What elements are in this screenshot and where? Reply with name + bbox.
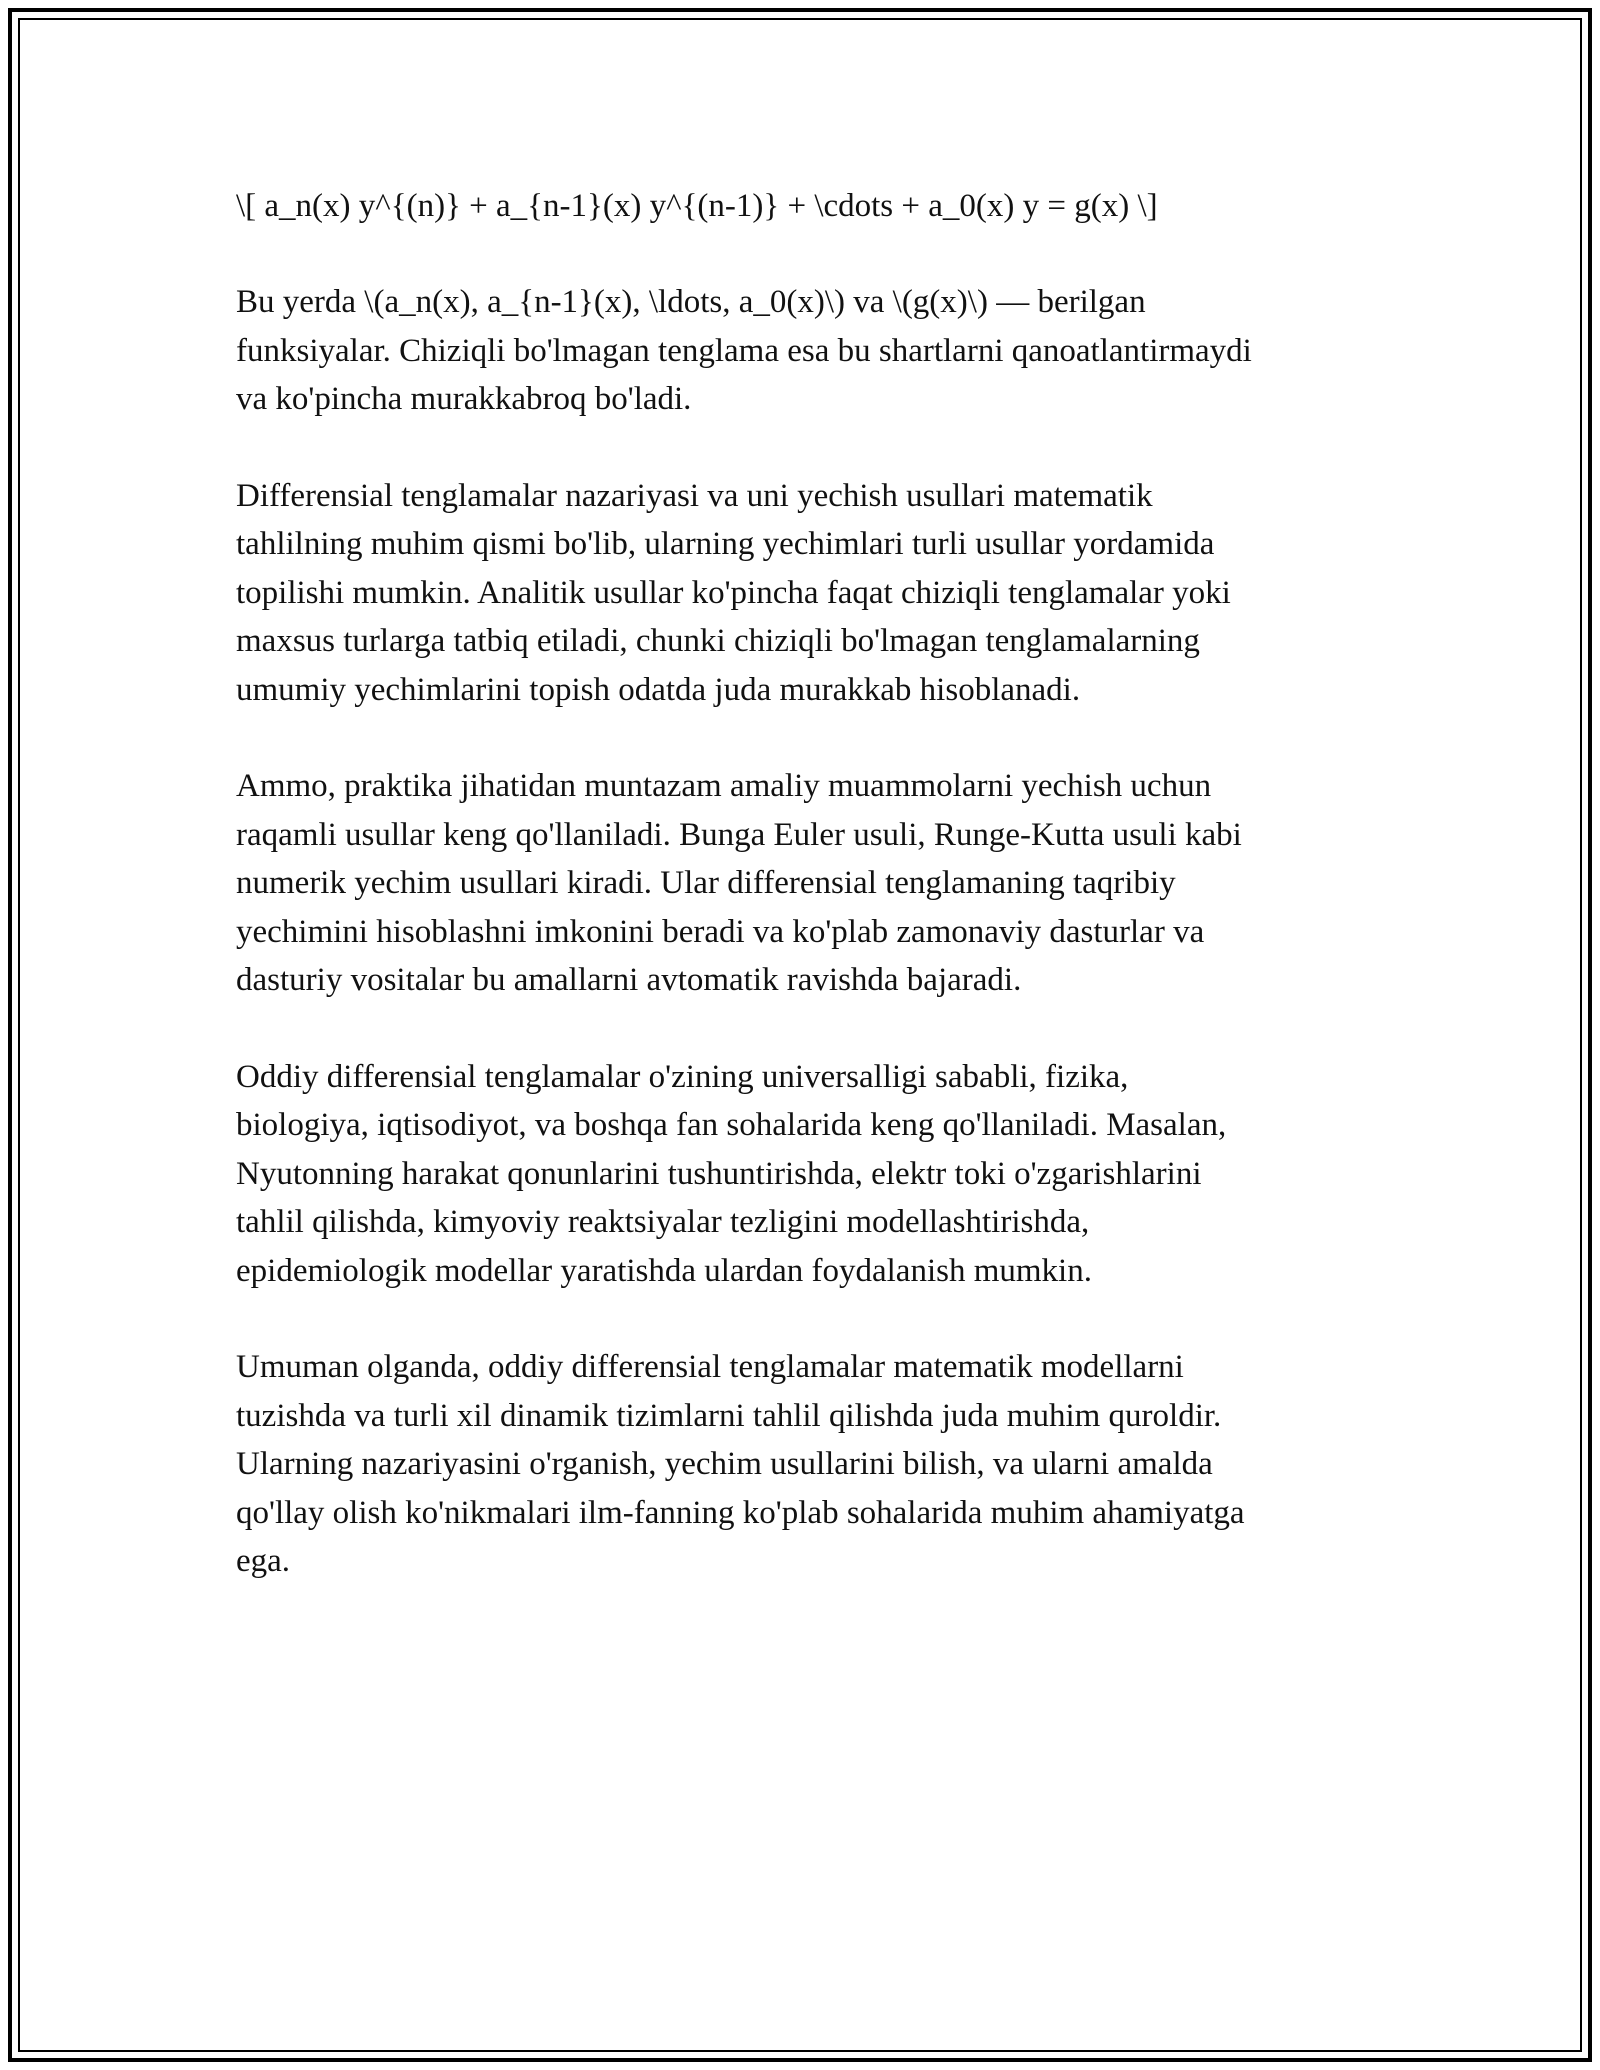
- document-body: [236, 182, 1376, 1634]
- paragraph-line: Ammo, praktika jihatidan muntazam amaliy muammolarni yechish uchun: [236, 768, 1212, 804]
- paragraph-line: dasturiy vositalar bu amallarni avtomatik ravishda bajaradi.: [236, 962, 1022, 998]
- paragraph-line: Oddiy differensial tenglamalar o'zining universalligi sababli, fizika,: [236, 1058, 1129, 1095]
- paragraph-line: Nyutonning harakat qonunlarini tushuntirishda, elektr toki o'zgarishlarini: [236, 1155, 1202, 1192]
- paragraph-line: ega.: [236, 1543, 291, 1579]
- paragraph-line: tuzishda va turli xil dinamik tizimlarni tahlil qilishda juda muhim quroldir.: [236, 1397, 1222, 1434]
- paragraph-line: funksiyalar. Chiziqli bo'lmagan tenglama esa bu shartlarni qanoatlantirmaydi: [236, 332, 1252, 369]
- paragraph-line: numerik yechim usullari kiradi. Ular differensial tenglamaning taqribiy: [236, 865, 1176, 901]
- paragraph-line: qo'llay olish ko'nikmalari ilm-fanning ko'plab sohalarida muhim ahamiyatga: [236, 1494, 1245, 1531]
- paragraph-line: topilishi mumkin. Analitik usullar ko'pincha faqat chiziqli tenglamalar yoki: [236, 574, 1231, 611]
- paragraph-line: yechimini hisoblashni imkonini beradi va ko'plab zamonaviy dasturlar va: [236, 913, 1205, 950]
- paragraph-line: tahlilning muhim qismi bo'lib, ularning yechimlari turli usullar yordamida: [236, 526, 1215, 562]
- paragraph-numerical-methods: [236, 762, 1376, 1005]
- paragraph-conclusion: [236, 1343, 1376, 1586]
- equation-line: \[ a_n(x) y^{(n)} + a_{n-1}(x) y^{(n-1)} + \cdots + a_0(x) y = g(x) \]: [236, 188, 1158, 224]
- paragraph-theory: [236, 472, 1376, 715]
- paragraph-line: maxsus turlarga tatbiq etiladi, chunki chiziqli bo'lmagan tenglamalarning: [236, 623, 1200, 659]
- paragraph-line: Umuman olganda, oddiy differensial tenglamalar matematik modellarni: [236, 1349, 1184, 1385]
- paragraph-line: biologiya, iqtisodiyot, va boshqa fan sohalarida keng qo'llaniladi. Masalan,: [236, 1107, 1227, 1143]
- paragraph-line: Ularning nazariyasini o'rganish, yechim usullarini bilish, va ularni amalda: [236, 1446, 1213, 1482]
- paragraph-line: Bu yerda \(a_n(x), a_{n-1}(x), \ldots, a_0(x)\) va \(g(x)\) — berilgan: [236, 284, 1146, 320]
- paragraph-line: tahlil qilishda, kimyoviy reaktsiyalar tezligini modellashtirishda,: [236, 1204, 1090, 1240]
- paragraph-line: epidemiologik modellar yaratishda ulardan foydalanish mumkin.: [236, 1252, 1092, 1289]
- paragraph-line: umumiy yechimlarini topish odatda juda murakkab hisoblanadi.: [236, 671, 1081, 708]
- paragraph-line: va ko'pincha murakkabroq bo'ladi.: [236, 381, 692, 417]
- paragraph-line: raqamli usullar keng qo'llaniladi. Bunga Euler usuli, Runge-Kutta usuli kabi: [236, 816, 1242, 853]
- paragraph-line: Differensial tenglamalar nazariyasi va uni yechish usullari matematik: [236, 477, 1153, 514]
- paragraph-definitions: [236, 278, 1376, 424]
- paragraph-applications: [236, 1053, 1376, 1296]
